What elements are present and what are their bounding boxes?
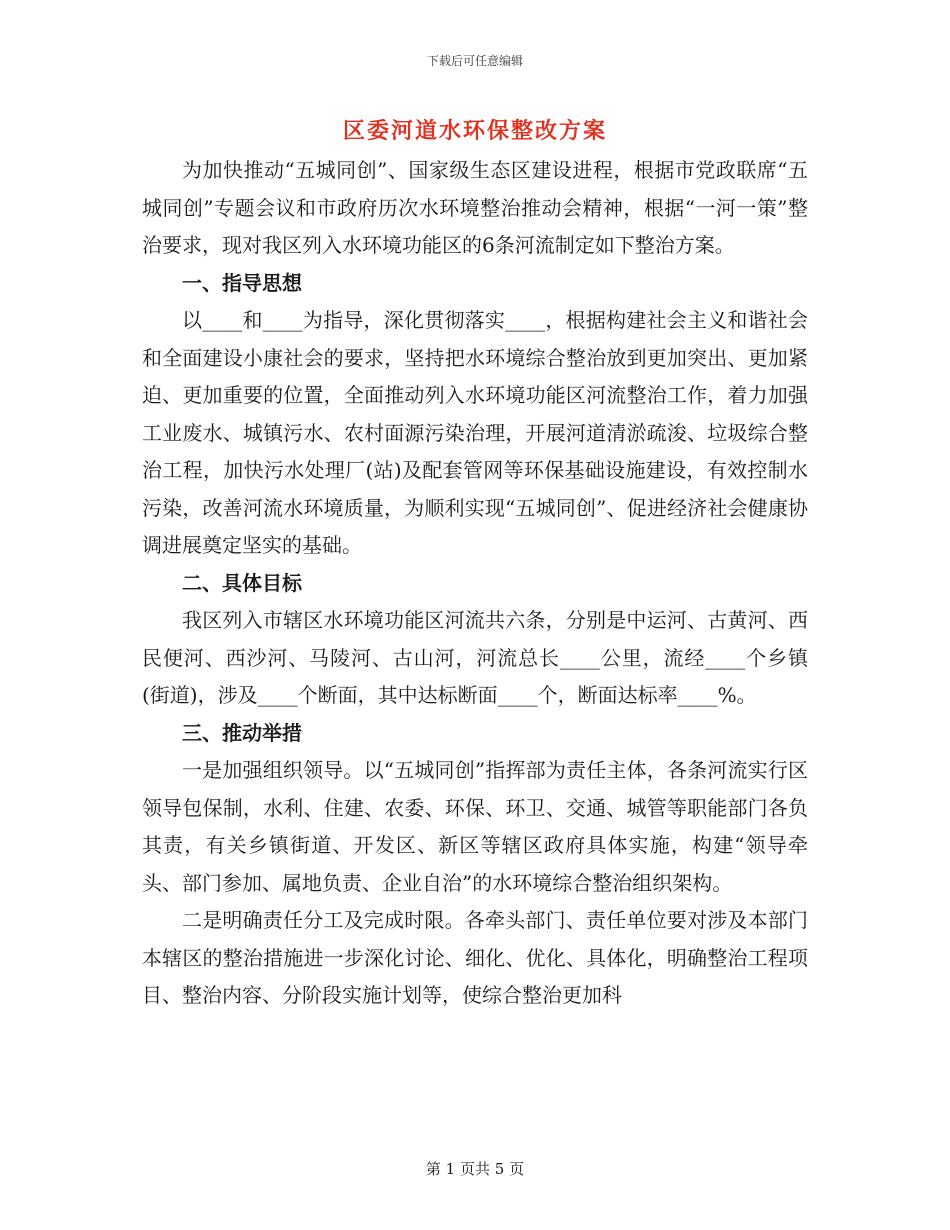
section-heading-specific-goals: 二、具体目标 [182,570,302,595]
section-heading-guiding-thought: 一、指导思想 [182,270,302,295]
specific-goals-paragraph: 我区列入市辖区水环境功能区河流共六条，分别是中运河、古黄河、西民便河、西沙河、马陵河、古山河，河流总长____公里，流经____个乡镇(街道)，涉及____个断面，其中达标断面____个，断面达标率____%。 [142,608,808,707]
guiding-thought-paragraph: 以____和____为指导，深化贯彻落实____，根据构建社会主义和谐社会和全面建设小康社会的要求，坚持把水环境综合整治放到更加突出、更加紧迫、更加重要的位置，全面推动列入水环境功能区河流整治工作，着力加强工业废水、城镇污水、农村面源污染治理，开展河道清淤疏浚、垃圾综合整治工程，加快污水处理厂(站)及配套管网等环保基础设施建设，有效控制水污染，改善河流水环境质量，为顺利实现“五城同创”、促进经济社会健康协调进展奠定坚实的基础。 [142,308,808,557]
page-header-note: 下载后可任意编辑 [426,54,523,68]
measures-paragraph-organization: 一是加强组织领导。以“五城同创”指挥部为责任主体，各条河流实行区领导包保制，水利、住建、农委、环保、环卫、交通、城管等职能部门各负其责，有关乡镇街道、开发区、新区等辖区政府具体实施，构建“领导牵头、部门参加、属地负责、企业自治”的水环境综合整治组织架构。 [142,758,808,895]
document-title: 区委河道水环保整改方案 [342,118,607,144]
section-heading-measures: 三、推动举措 [182,720,302,745]
measures-paragraph-responsibility: 二是明确责任分工及完成时限。各牵头部门、责任单位要对涉及本部门本辖区的整治措施进一步深化讨论、细化、优化、具体化，明确整治工程项目、整治内容、分阶段实施计划等，使综合整治更加科 [142,908,808,1007]
intro-paragraph: 为加快推动“五城同创”、国家级生态区建设进程，根据市党政联席“五城同创”专题会议和市政府历次水环境整治推动会精神，根据“一河一策”整治要求，现对我区列入水环境功能区的6条河流制定如下整治方案。 [142,158,808,257]
page-number: 第 1 页共 5 页 [425,1160,525,1178]
document-body [142,152,808,1015]
